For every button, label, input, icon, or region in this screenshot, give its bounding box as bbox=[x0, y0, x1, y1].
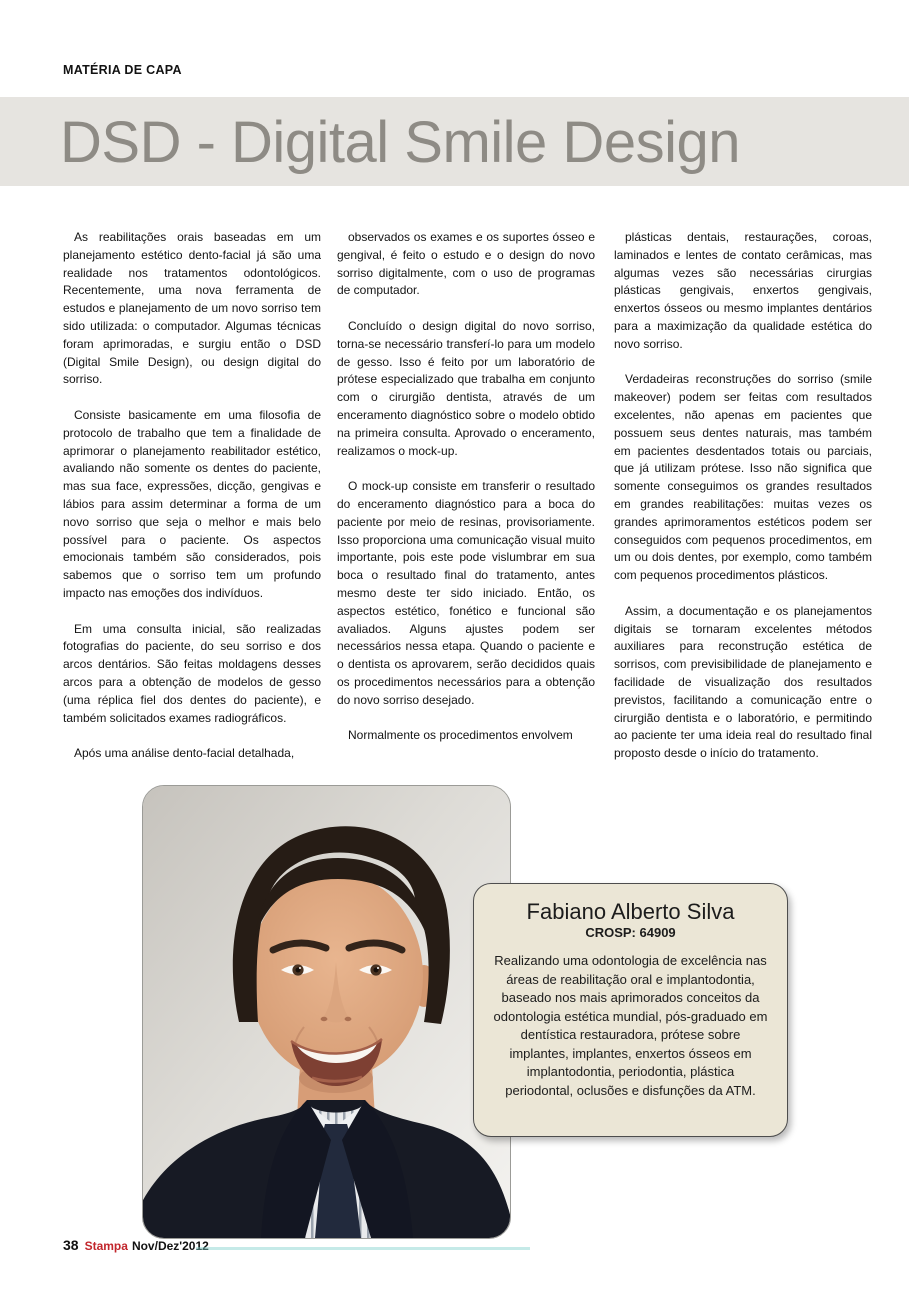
paragraph: Após uma análise dento-facial detalhada, bbox=[74, 746, 295, 761]
magazine-name: Stampa bbox=[84, 1239, 128, 1253]
paragraph: Concluído o design digital do novo sorriso, torna-se necessário transferí-lo para um modelo de gesso. Isso é feito por um laboratório de prótese especializado que trabalha em conjunto com o cirurgião dentista, através de um enceramento diagnóstico sobre o modelo obtido na primeira consulta. Aprovado o enceramento, realizamos o mock-up. bbox=[337, 318, 595, 458]
issue-date: Nov/Dez'2012 bbox=[131, 1239, 209, 1253]
article-title: DSD - Digital Smile Design bbox=[60, 110, 740, 175]
profile-registration: CROSP: 64909 bbox=[585, 925, 676, 940]
paragraph: Verdadeiras reconstruções do sorriso (smile makeover) podem ser feitas com resultados excelentes, não apenas em pacientes que possuem seus dentes naturais, mas também em pacientes desdentados totais ou parciais, que já utilizam prótese. Isso não significa que somente conseguimos os grandes resultados em grandes reabilitações: muitas vezes os grandes aprimoramentos estéticos podem ser conseguidos com pequenos procedimentos, em um ou dois dentes, por exemplo, como também com pequenos procedimentos plásticos. bbox=[614, 372, 872, 583]
paragraph: observados os exames e os suportes ósseo e gengival, é feito o estudo e o design do novo sorriso digitalmente, com o uso de programas de computador. bbox=[337, 230, 595, 298]
article-column-2 bbox=[337, 229, 595, 785]
paragraph: As reabilitações orais baseadas em um planejamento estético dento-facial já são uma realidade nos tratamentos odontológicos. Recentemente, uma nova ferramenta de estudos e planejamento de um novo sorriso tem sido utilizada: o computador. Algumas técnicas foram aprimoradas, e surgiu então o DSD (Digital Smile Design), ou design digital do sorriso. bbox=[63, 230, 321, 387]
profile-bio: Realizando uma odontologia de excelência nas áreas de reabilitação oral e implantodontia, baseado nos mais aprimorados conceitos da odontologia estética mundial, pós-graduado em dentística restauradora, prótese sobre implantes, implantes, enxertos ósseos em implantodontia, periodontia, plástica periodontal, oclusões e disfunções da ATM. bbox=[493, 953, 768, 1098]
article-column-1 bbox=[63, 229, 321, 785]
portrait-photo bbox=[142, 785, 511, 1239]
page-footer bbox=[63, 1237, 209, 1255]
section-kicker: MATÉRIA DE CAPA bbox=[63, 63, 182, 77]
page-number: 38 bbox=[63, 1237, 79, 1253]
article-column-3 bbox=[614, 229, 872, 785]
paragraph: Consiste basicamente em uma filosofia de protocolo de trabalho que tem a finalidade de aprimorar o planejamento reabilitador estético, avaliando não somente os dentes do paciente, mas sua face, expressões, dicção, gengivas e lábios para assim determinar a forma de um novo sorriso que seja o melhor e mais belo possível para o paciente. Os aspectos emocionais também são considerados, pois sabemos que o sorriso tem um profundo impacto nas emoções dos indivíduos. bbox=[63, 407, 321, 600]
paragraph: O mock-up consiste em transferir o resultado do enceramento diagnóstico para a boca do paciente por meio de resinas, provisoriamente. Isso proporciona uma comunicação visual muito importante, pois este pode vislumbrar em sua boca o resultado final do tratamento, antes mesmo deste ter sido iniciado. Então, os aspectos estético, fonético e funcional são avaliados. Alguns ajustes podem ser necessários nessa etapa. Quando o paciente e o dentista os aprovarem, serão decididos quais os procedimentos necessários para a obtenção do novo sorriso desejado. bbox=[337, 479, 595, 707]
paragraph: Em uma consulta inicial, são realizadas fotografias do paciente, do seu sorriso e dos arcos dentários. São feitas moldagens desses arcos para a obtenção de modelos de gesso (uma réplica fiel dos dentes do paciente), e também solicitados exames radiográficos. bbox=[63, 621, 321, 725]
paragraph: plásticas dentais, restaurações, coroas, laminados e lentes de contato cerâmicas, mas algumas vezes são necessárias cirurgias plásticas gengivais, enxertos gengivais, enxertos ósseos ou mesmo implantes dentários para a maximização da qualidade estética do novo sorriso. bbox=[614, 230, 872, 351]
title-band bbox=[0, 97, 909, 186]
paragraph: Assim, a documentação e os planejamentos digitais se tornaram excelentes métodos auxiliares para reconstrução estética de sorrisos, com previsibilidade de planejamento e facilidade de visualização dos resultados previstos, facilitando a comunicação entre o cirurgião dentista e o laboratório, e permitindo ao paciente ter uma ideia real do resultado final proposto desde o início do tratamento. bbox=[614, 603, 872, 761]
footer-accent-rule bbox=[196, 1247, 530, 1250]
portrait-illustration bbox=[143, 786, 510, 1238]
profile-card bbox=[473, 883, 788, 1137]
paragraph: Normalmente os procedimentos envolvem bbox=[348, 728, 573, 743]
profile-name: Fabiano Alberto Silva bbox=[526, 899, 735, 924]
